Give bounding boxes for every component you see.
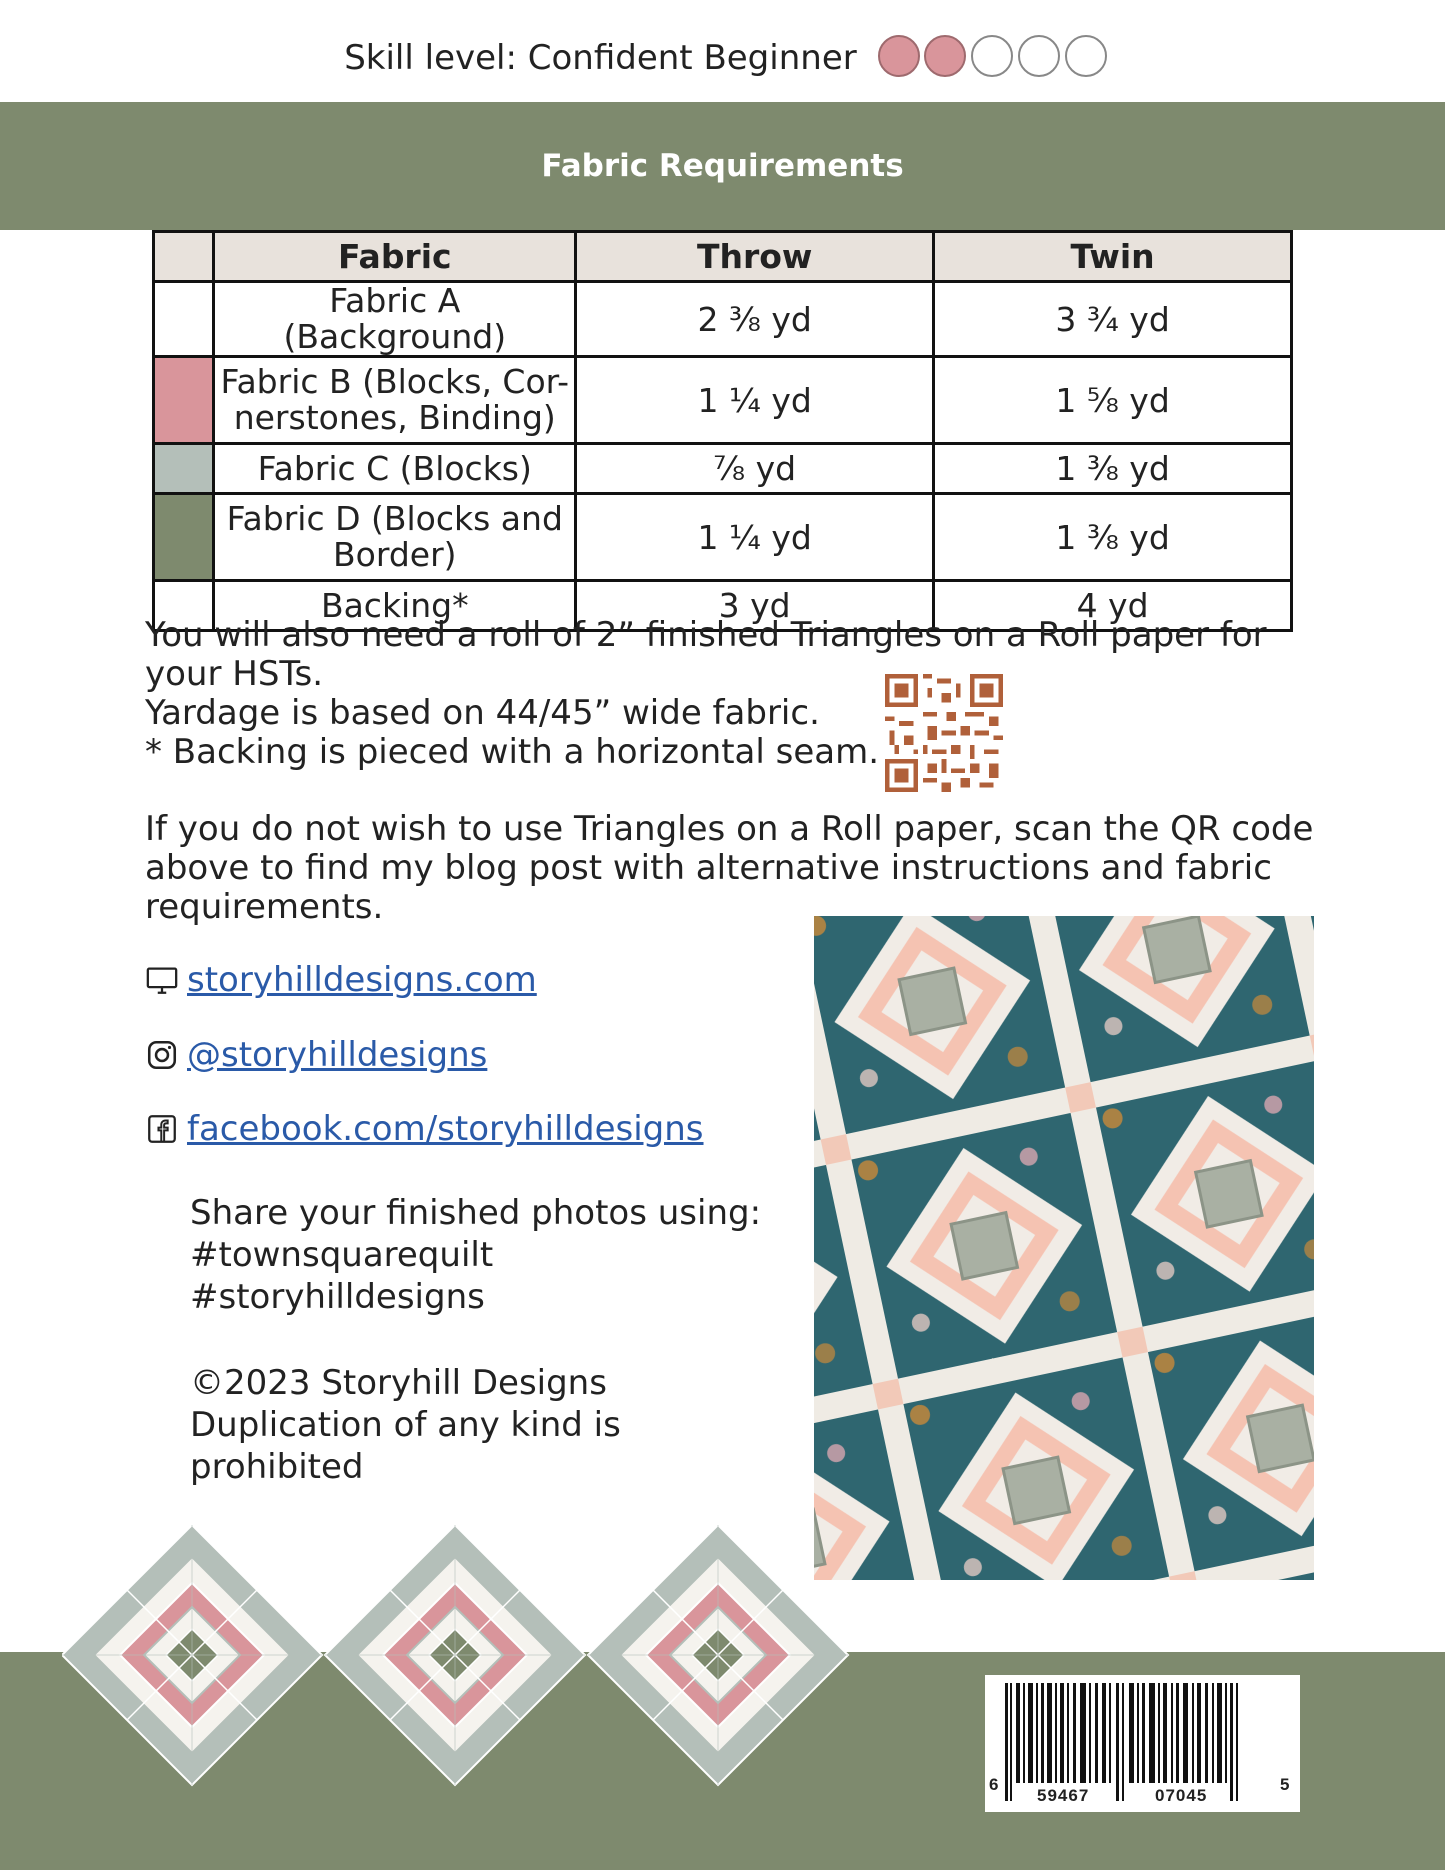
share-section [190,1192,761,1318]
quilt-block [588,1525,848,1785]
throw-value: 1 ¼ yd [576,494,934,581]
barcode [985,1675,1300,1812]
header-band [0,102,1445,230]
twin-header: Twin [934,232,1292,282]
fabric-swatch [154,494,214,581]
website-row [145,960,537,1000]
table-row [154,494,1292,581]
fabric-name: Fabric C (Blocks) [214,444,576,494]
barcode-check-digit: 5 [1280,1775,1290,1794]
table-row [154,282,1292,357]
quilt-block [325,1525,585,1785]
table-header-row [154,232,1292,282]
rating-dot-empty [1018,35,1060,77]
note-line: You will also need a roll of 2” finished Triangles on a Roll paper for your HSTs. [145,615,1267,694]
fabric-name: Fabric A (Background) [214,282,576,357]
copyright [190,1362,650,1488]
barcode-graphic [985,1675,1300,1812]
skill-rating [878,34,1101,77]
quilt-block-illustrations [62,1525,862,1795]
throw-value: 1 ¼ yd [576,357,934,444]
fabric-swatch [154,282,214,357]
rating-dot-empty [971,35,1013,77]
quilt-block [62,1525,322,1785]
share-text: Share your finished photos using: [190,1193,762,1233]
fabric-requirements-table [152,230,1293,632]
facebook-icon [145,1112,179,1146]
instagram-row [145,1035,487,1075]
instagram-icon [145,1038,179,1072]
barcode-digit: 6 [989,1775,999,1794]
fabric-swatch [154,444,214,494]
website-link[interactable]: storyhilldesigns.com [187,960,537,1000]
throw-value: ⅞ yd [576,444,934,494]
fabric-name: Fabric D (Blocks and Border) [214,494,576,581]
note-line: * Backing is pieced with a horizontal seam. [145,732,880,772]
facebook-link[interactable]: facebook.com/storyhilldesigns [187,1109,704,1149]
fabric-name: Fabric B (Blocks, Cor-nerstones, Binding) [214,357,576,444]
twin-value: 3 ¾ yd [934,282,1292,357]
twin-value: 4 yd [934,581,1292,631]
copyright-notice: Duplication of any kind is prohibited [190,1405,621,1487]
throw-value: 3 yd [576,581,934,631]
rating-dot-filled [924,35,966,77]
alternative-instructions: If you do not wish to use Triangles on a Roll paper, scan the QR code above to find my blog post with alternative instructions and fabric requirements. [145,809,1314,927]
note-line: Yardage is based on 44/45” wide fabric. [145,693,820,733]
copyright-line: ©2023 Storyhill Designs [190,1363,607,1403]
rating-dot-empty [1065,35,1107,77]
computer-icon [145,963,179,997]
skill-level [0,38,1445,81]
hashtag: #storyhilldesigns [190,1277,485,1317]
fabric-header: Fabric [214,232,576,282]
fabric-name: Backing* [214,581,576,631]
qr-code[interactable] [885,674,1003,792]
skill-level-text: Skill level: Confident Beginner [344,38,857,78]
twin-value: 1 ⅝ yd [934,357,1292,444]
instagram-link[interactable]: @storyhilldesigns [187,1035,488,1075]
facebook-row [145,1109,704,1149]
barcode-digits-right: 07045 [1155,1786,1208,1805]
fabric-swatch [154,357,214,444]
barcode-digits-left: 59467 [1037,1786,1090,1805]
swatch-header [154,232,214,282]
section-title: Fabric Requirements [541,148,904,184]
throw-value: 2 ⅜ yd [576,282,934,357]
quilt-photo [814,916,1314,1580]
table-row [154,444,1292,494]
twin-value: 1 ⅜ yd [934,494,1292,581]
table-row [154,357,1292,444]
throw-header: Throw [576,232,934,282]
twin-value: 1 ⅜ yd [934,444,1292,494]
notes [145,616,1305,772]
rating-dot-filled [878,35,920,77]
hashtag: #townsquarequilt [190,1235,494,1275]
